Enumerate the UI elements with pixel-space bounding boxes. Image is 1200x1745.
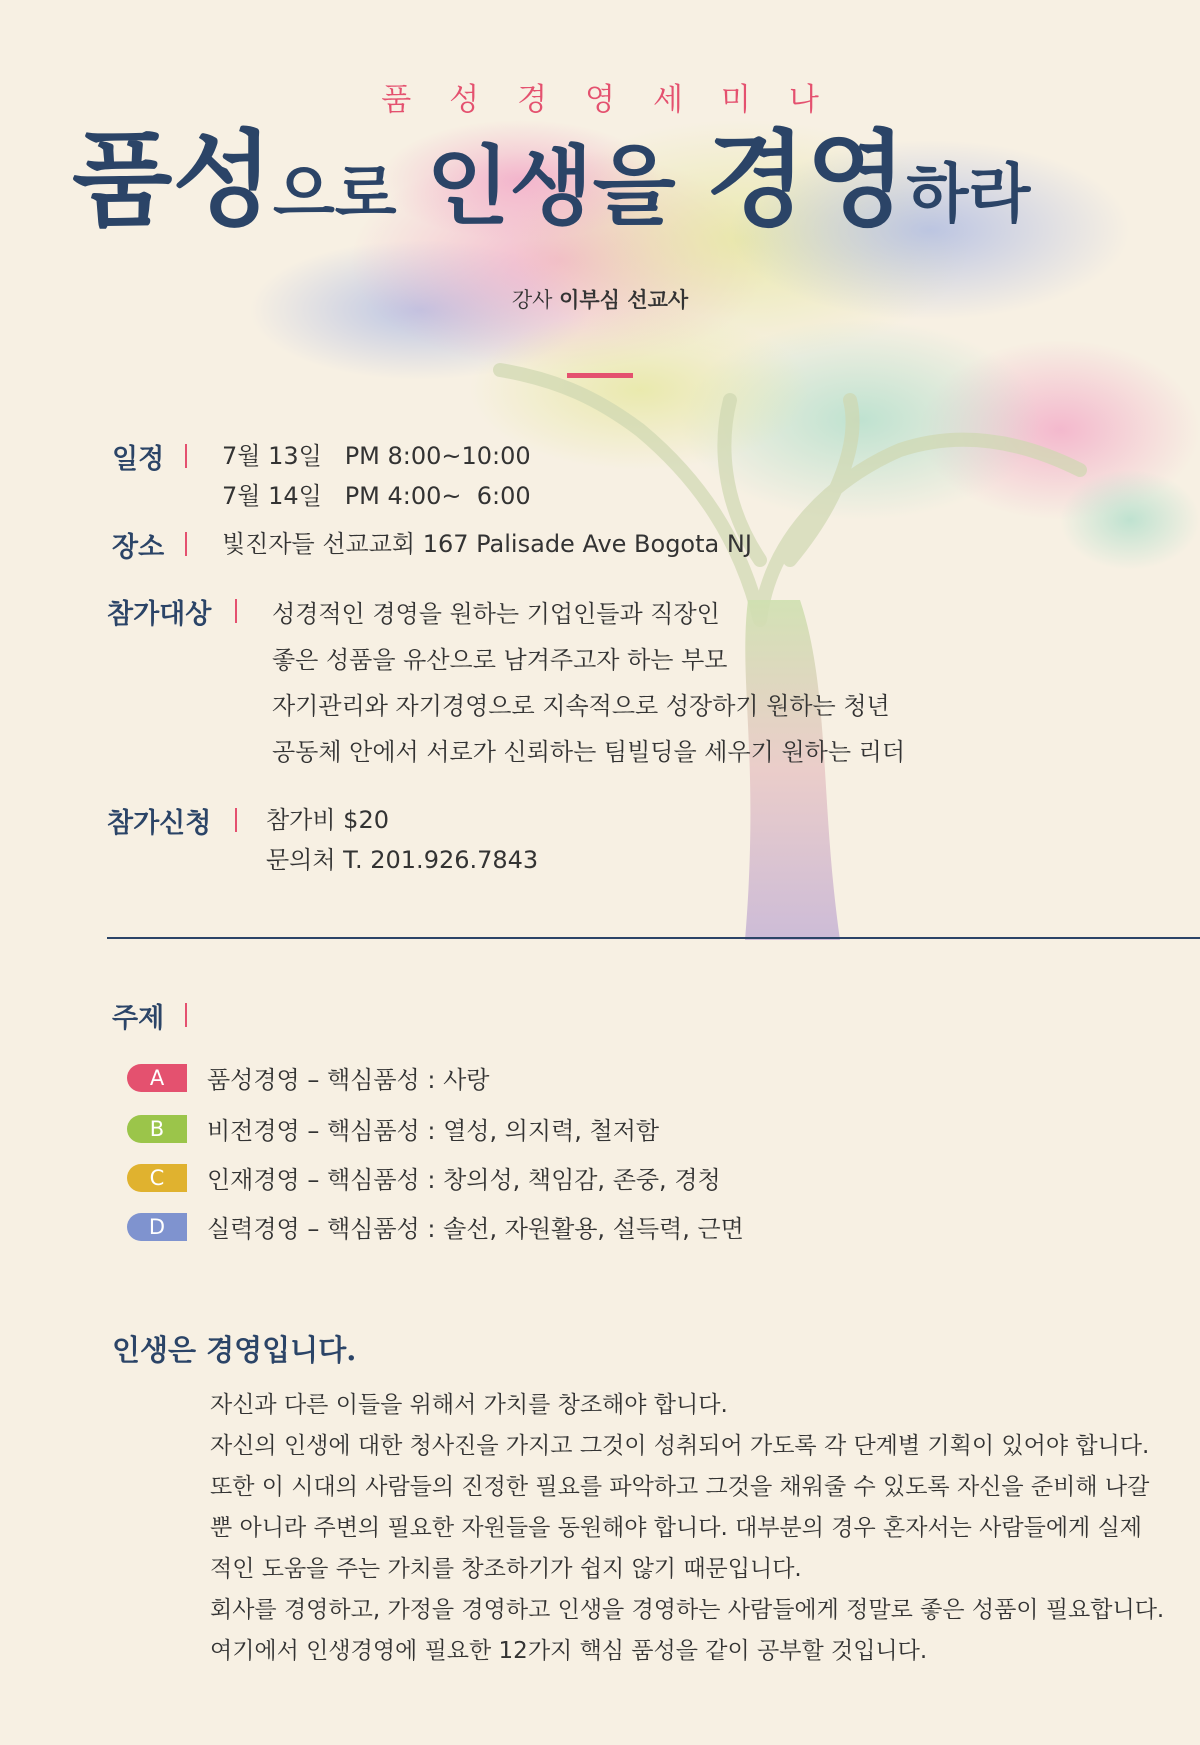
- title-part-2: 으로: [272, 157, 397, 232]
- topic-badge: D: [127, 1213, 187, 1241]
- schedule-info: [222, 436, 531, 516]
- title-part-3: 인생을: [396, 136, 706, 237]
- audience-line: 좋은 성품을 유산으로 남겨주고자 하는 부모: [272, 646, 728, 674]
- schedule-line: 7월 14일 PM 4:00~ 6:00: [222, 482, 531, 510]
- registration-divider: [235, 808, 237, 832]
- audience-info: [272, 591, 905, 775]
- page-title: [72, 118, 1172, 241]
- body-line: 자신의 인생에 대한 청사진을 가지고 그것이 성취되어 가도록 각 단계별 기획이 있어야 합니다.: [210, 1433, 1150, 1459]
- seminar-eyebrow: 품성경영세미나: [381, 82, 857, 118]
- body-line: 자신과 다른 이들을 위해서 가치를 창조해야 합니다.: [210, 1392, 728, 1418]
- venue-divider: [185, 532, 187, 556]
- topic-text: 비전경영 – 핵심품성 : 열성, 의지력, 철저함: [207, 1117, 660, 1145]
- lecturer-name: 이부심 선교사: [559, 288, 689, 312]
- audience-line: 자기관리와 자기경영으로 지속적으로 성장하기 원하는 청년: [272, 692, 890, 720]
- topic-badge: A: [127, 1064, 187, 1092]
- schedule-line: 7월 13일 PM 8:00~10:00: [222, 442, 531, 470]
- topics-label: 주제: [112, 1003, 165, 1034]
- schedule-label: 일정: [112, 444, 165, 475]
- body-line: 적인 도움을 주는 가치를 창조하기가 쉽지 않기 때문입니다.: [210, 1556, 802, 1582]
- topic-text: 품성경영 – 핵심품성 : 사랑: [207, 1066, 490, 1094]
- venue-info: 빛진자들 선교교회 167 Palisade Ave Bogota NJ: [222, 530, 752, 558]
- audience-divider: [235, 599, 237, 623]
- lecturer-line: [0, 284, 1200, 314]
- section-divider: [107, 937, 1200, 939]
- title-part-1: 품성: [72, 118, 273, 241]
- registration-line: 문의처 T. 201.926.7843: [266, 846, 539, 874]
- body-line: 여기에서 인생경영에 필요한 12가지 핵심 품성을 같이 공부할 것입니다.: [210, 1638, 928, 1664]
- body-line: 회사를 경영하고, 가정을 경영하고 인생을 경영하는 사람들에게 정말로 좋은 성품이 필요합니다.: [210, 1597, 1165, 1623]
- audience-line: 공동체 안에서 서로가 신뢰하는 팀빌딩을 세우기 원하는 리더: [272, 738, 906, 766]
- title-part-5: 하라: [906, 157, 1031, 232]
- body-line: 뿐 아니라 주변의 필요한 자원들을 동원해야 합니다. 대부분의 경우 혼자서는 사람들에게 실제: [210, 1515, 1143, 1541]
- audience-line: 성경적인 경영을 원하는 기업인들과 직장인: [272, 600, 720, 628]
- audience-label: 참가대상: [107, 599, 212, 630]
- life-section-title: 인생은 경영입니다.: [112, 1333, 357, 1367]
- topics-divider: [185, 1003, 187, 1027]
- registration-line: 참가비 $20: [266, 806, 389, 834]
- lecturer-prefix: 강사: [511, 288, 553, 312]
- accent-bar: [567, 373, 633, 378]
- life-body: [210, 1385, 1165, 1672]
- topic-badge: B: [127, 1115, 187, 1143]
- schedule-divider: [185, 444, 187, 468]
- topic-badge: C: [127, 1164, 187, 1192]
- topic-text: 실력경영 – 핵심품성 : 솔선, 자원활용, 설득력, 근면: [207, 1215, 744, 1243]
- registration-label: 참가신청: [107, 808, 212, 839]
- venue-label: 장소: [112, 532, 165, 563]
- body-line: 또한 이 시대의 사람들의 진정한 필요를 파악하고 그것을 채워줄 수 있도록 자신을 준비해 나갈: [210, 1474, 1150, 1500]
- registration-info: [266, 800, 538, 880]
- title-part-4: 경영: [705, 118, 907, 241]
- topic-text: 인재경영 – 핵심품성 : 창의성, 책임감, 존중, 경청: [207, 1166, 721, 1194]
